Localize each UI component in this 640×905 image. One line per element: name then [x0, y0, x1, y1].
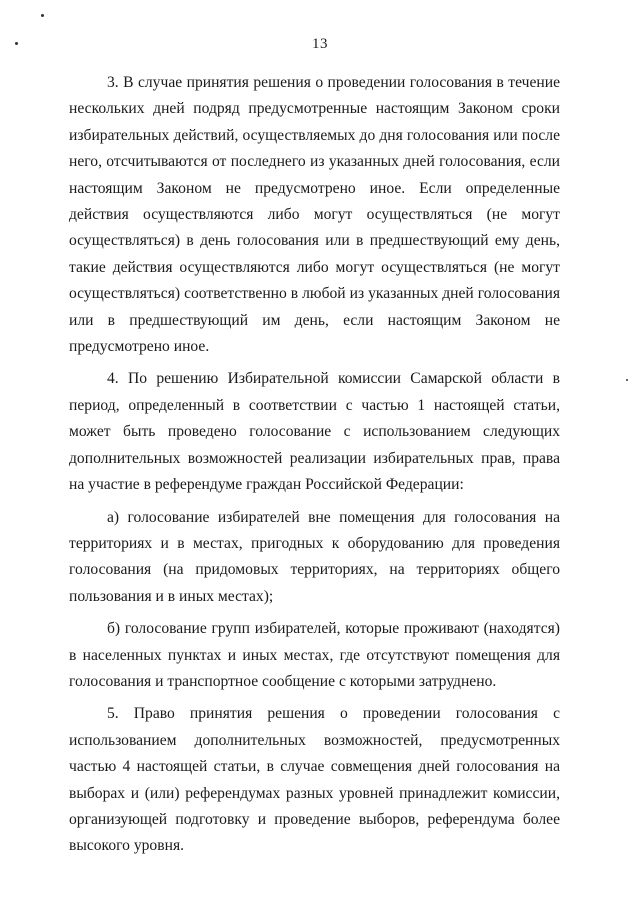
- scan-speck: [41, 14, 44, 17]
- subitem-b: б) голосование групп избирателей, которые проживают (находятся) в населенных пунктах и иных местах, где отсутствуют помещения для голосования и транспортное сообщение с которыми затруднено.: [69, 620, 560, 690]
- scan-speck: [626, 379, 628, 381]
- subitem-a: а) голосование избирателей вне помещения для голосования на территориях и в местах, пригодных к оборудованию для проведения голосования (на придомовых территориях, на территориях общего пользования и в иных местах);: [69, 508, 560, 605]
- paragraph-5: 5. Право принятия решения о проведении голосования с использованием дополнительных возможностей, предусмотренных частью 4 настоящей статьи, в случае совмещения дней голосования на выборах и (или) референдумах разных уровней принадлежит комиссии, организующей подготовку и проведение выборов, референдума более высокого уровня.: [69, 705, 560, 855]
- paragraph-3: 3. В случае принятия решения о проведении голосования в течение нескольких дней подряд предусмотренные настоящим Законом сроки избирательных действий, осуществляемых до дня голосования или после него, отсчитываются от последнего из указанных дней голосования, если настоящим Законом не предусмотрено иное. Если определенные действия осуществляются либо могут осуществляться (не могут осуществляться) в день голосования или в предшествующий ему день, такие действия осуществляются либо могут осуществляться (не могут осуществляться) соответственно в любой из указанных дней голосования или в предшествующий им день, если настоящим Законом не предусмотрено иное.: [69, 74, 560, 356]
- paragraph-4: 4. По решению Избирательной комиссии Самарской области в период, определенный в соответствии с частью 1 настоящей статьи, может быть проведено голосование с использованием следующих дополнительных возможностей реализации избирательных прав, права на участие в референдуме граждан Российской Федерации:: [69, 370, 560, 494]
- page-number: 13: [312, 36, 328, 52]
- document-body: [69, 70, 560, 866]
